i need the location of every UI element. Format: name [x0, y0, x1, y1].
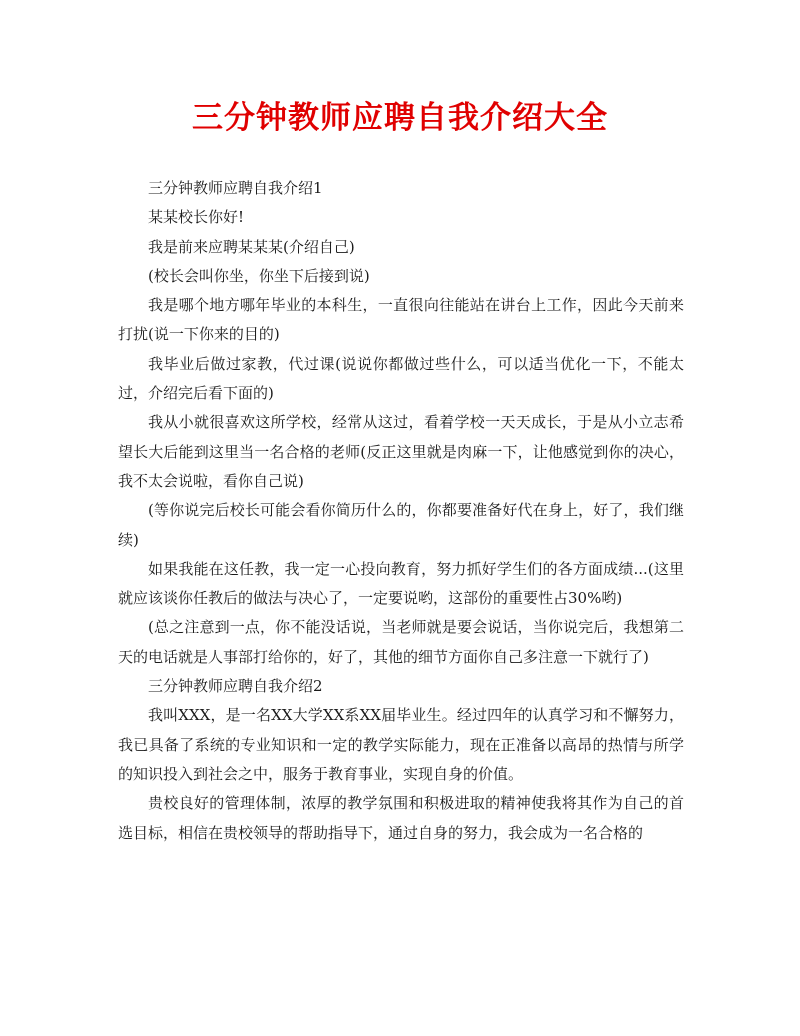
document-body [118, 174, 684, 848]
paragraph: 贵校良好的管理体制，浓厚的教学氛围和积极进取的精神使我将其作为自己的首选目标，相信在贵校领导的帮助指导下，通过自身的努力，我会成为一名合格的 [118, 794, 684, 842]
paragraph: 三分钟教师应聘自我介绍2 [148, 677, 323, 696]
paragraph: 我是哪个地方哪年毕业的本科生，一直很向往能站在讲台上工作，因此今天前来打扰(说一下你来的目的) [118, 296, 684, 344]
paragraph: 某某校长你好! [148, 208, 245, 227]
paragraph: (等你说完后校长可能会看你简历什么的，你都要准备好代在身上，好了，我们继续) [118, 501, 684, 549]
paragraph: (校长会叫你坐，你坐下后接到说) [148, 266, 370, 285]
paragraph: 我毕业后做过家教，代过课(说说你都做过些什么，可以适当优化一下，不能太过，介绍完后看下面的) [118, 354, 684, 403]
paragraph: (总之注意到一点，你不能没话说，当老师就是要会说话，当你说完后，我想第二天的电话就是人事部打给你的，好了，其他的细节方面你自己多注意一下就行了) [118, 618, 684, 666]
document-title: 三分钟教师应聘自我介绍大全 [192, 100, 608, 136]
paragraph: 我是前来应聘某某某(介绍自己) [148, 237, 355, 256]
paragraph: 我从小就很喜欢这所学校，经常从这过，看着学校一天天成长，于是从小立志希望长大后能到这里当一名合格的老师(反正这里就是肉麻一下，让他感觉到你的决心，我不太会说啦，看你自己说) [118, 413, 684, 490]
paragraph: 如果我能在这任教，我一定一心投向教育，努力抓好学生们的各方面成绩...(这里就应该谈你任教后的做法与决心了，一定要说哟，这部份的重要性占30%哟) [118, 559, 684, 608]
paragraph: 三分钟教师应聘自我介绍1 [148, 179, 323, 197]
paragraph: 我叫XXX，是一名XX大学XX系XX届毕业生。经过四年的认真学习和不懈努力，我已具备了系统的专业知识和一定的教学实际能力，现在正准备以高昂的热情与所学的知识投入到社会之中，服务于教育事业，实现自身的价值。 [118, 706, 684, 783]
